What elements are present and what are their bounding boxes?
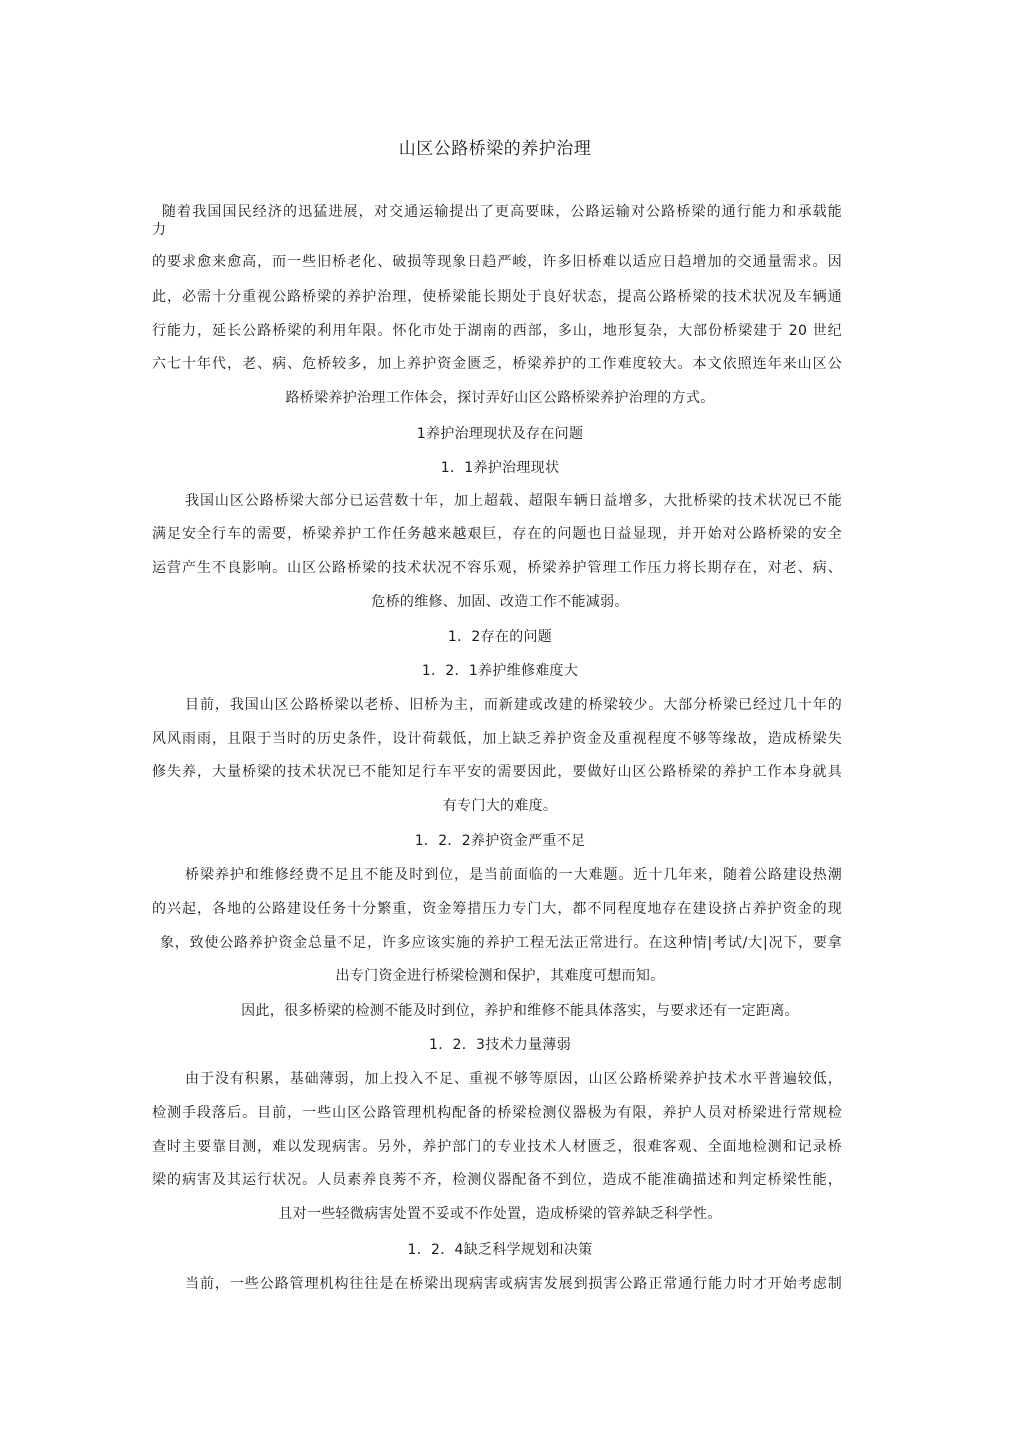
paragraph-line: 当前，一些公路管理机构往往是在桥梁出现病害或病害发展到损害公路正常通行能力时才开始考虑制 xyxy=(185,1276,842,1292)
paragraph-line: 的要求愈来愈高，而一些旧桥老化、破损等现象日趋严峻，许多旧桥难以适应日趋增加的交通量需求。因 xyxy=(152,254,842,270)
paragraph-line: 梁的病害及其运行状况。人员素养良莠不齐，检测仪器配备不到位，造成不能准确描述和判定桥梁性能， xyxy=(152,1172,842,1188)
paragraph-line: 且对一些轻微病害处置不妥或不作处置，造成桥梁的管养缺乏科学性。 xyxy=(278,1206,722,1222)
document-title: 山区公路桥梁的养护治理 xyxy=(398,139,592,159)
paragraph-line: 力 xyxy=(152,222,167,238)
paragraph-line: 我国山区公路桥梁大部分已运营数十年，加上超载、超限车辆日益增多，大批桥梁的技术状况已不能 xyxy=(185,493,842,509)
paragraph-line: 由于没有积累，基础薄弱，加上投入不足、重视不够等原因，山区公路桥梁养护技术水平普遍较低， xyxy=(185,1071,842,1087)
section-heading: 1．2．4缺乏科学规划和决策 xyxy=(407,1242,593,1258)
paragraph-line: 满足安全行车的需要，桥梁养护工作任务越来越艰巨，存在的问题也日益显现，并开始对公路桥梁的安全 xyxy=(152,526,842,542)
paragraph-line: 行能力，延长公路桥梁的利用年限。怀化市处于湖南的西部，多山，地形复杂，大部份桥梁建于 20 世纪 xyxy=(152,323,842,339)
paragraph-line: 查时主要靠目测，难以发现病害。另外，养护部门的专业技术人材匮乏，很难客观、全面地检测和记录桥 xyxy=(152,1139,842,1155)
paragraph-line: 有专门大的难度。 xyxy=(442,798,558,814)
paragraph-line: 随着我国国民经济的迅猛进展，对交通运输提出了更高要昧，公路运输对公路桥梁的通行能力和承载能 xyxy=(162,204,842,220)
paragraph-line: 运营产生不良影响。山区公路桥梁的技术状况不容乐观，桥梁养护管理工作压力将长期存在，对老、病、 xyxy=(152,560,842,576)
paragraph-line: 危桥的维修、加固、改造工作不能减弱。 xyxy=(371,594,629,610)
section-heading: 1．2．3技术力量薄弱 xyxy=(428,1037,572,1053)
paragraph-line: 风风雨雨，且限于当时的历史条件，设计荷载低，加上缺乏养护资金及重视程度不够等缘故，造成桥梁失 xyxy=(152,731,842,747)
paragraph-line: 六七十年代，老、病、危桥较多，加上养护资金匮乏，桥梁养护的工作难度较大。本文依照连年来山区公 xyxy=(152,356,842,372)
section-heading: 1养护治理现状及存在问题 xyxy=(416,426,584,442)
paragraph-line: 此，必需十分重视公路桥梁的养护治理，使桥梁能长期处于良好状态，提高公路桥梁的技术状况及车辆通 xyxy=(152,289,842,305)
paragraph-line: 路桥梁养护治理工作体会，探讨弄好山区公路桥梁养护治理的方式。 xyxy=(285,390,715,406)
paragraph-line: 目前，我国山区公路桥梁以老桥、旧桥为主，而新建或改建的桥梁较少。大部分桥梁已经过几十年的 xyxy=(185,697,842,713)
section-heading: 1．1养护治理现状 xyxy=(440,460,560,476)
paragraph-line: 桥梁养护和维修经费不足且不能及时到位，是当前面临的一大难题。近十几年来，随着公路建设热潮 xyxy=(185,867,842,883)
paragraph-line: 检测手段落后。目前，一些山区公路管理机构配备的桥梁检测仪器极为有限，养护人员对桥梁进行常规检 xyxy=(152,1105,842,1121)
paragraph-line: 出专门资金进行桥梁检测和保护，其难度可想而知。 xyxy=(335,968,665,984)
paragraph-line: 修失养，大量桥梁的技术状况已不能知足行车平安的需要因此，要做好山区公路桥梁的养护工作本身就具 xyxy=(152,764,842,780)
section-heading: 1．2．1养护维修难度大 xyxy=(421,663,579,679)
paragraph-line: 因此，很多桥梁的检测不能及时到位，养护和维修不能具体落实，与要求还有一定距离。 xyxy=(241,1003,799,1019)
paragraph-line: 象，致使公路养护资金总量不足，许多应该实施的养护工程无法正常进行。在这种情|考试/大|况下，要拿 xyxy=(160,935,842,951)
section-heading: 1．2存在的问题 xyxy=(447,629,553,645)
paragraph-line: 的兴起，各地的公路建设任务十分繁重，资金筹措压力专门大，都不同程度地存在建设挤占养护资金的现 xyxy=(152,901,842,917)
section-heading: 1．2．2养护资金严重不足 xyxy=(414,833,586,849)
